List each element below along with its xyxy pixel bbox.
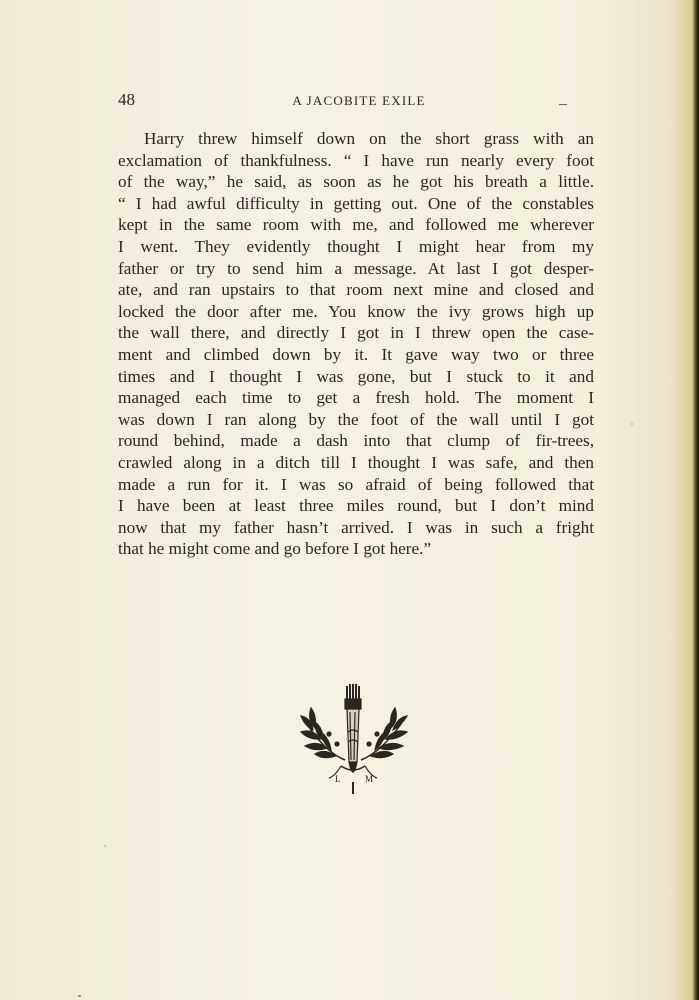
text-line: kept in the same room with me, and followed me wherever [118, 215, 594, 235]
text-line: exclamation of thankfulness. “ I have run nearly every foot [118, 150, 594, 170]
text-line: managed each time to get a fresh hold. The moment I [118, 388, 594, 408]
printer-mark [559, 104, 567, 105]
text-line: round behind, made a dash into that clump of fir-trees, [118, 431, 594, 451]
text-line: times and I thought I was gone, but I stuck to it and [118, 366, 594, 386]
text-line: I went. They evidently thought I might hear from my [118, 236, 594, 256]
body-text [118, 128, 594, 560]
text-line: “ I had awful difficulty in getting out. One of the constables [118, 193, 594, 213]
text-line: father or try to send him a message. At last I got desper- [118, 258, 594, 278]
text-line: of the way,” he said, as soon as he got his breath a little. [118, 172, 594, 192]
text-line: I have been at least three miles round, but I don’t mind [118, 496, 594, 516]
text-line: locked the door after me. You know the ivy grows high up [118, 301, 594, 321]
text-line: made a run for it. I was so afraid of being followed that [118, 474, 594, 494]
page-edge-shadow [693, 0, 699, 1000]
paper-speck [631, 423, 633, 425]
text-line: the wall there, and directly I got in I threw open the case- [118, 323, 594, 343]
torch-wreath-ornament-icon [285, 682, 425, 797]
text-line: was down I ran along by the foot of the wall until I got [118, 409, 594, 429]
monogram-left: L [335, 774, 341, 784]
text-line: ate, and ran upstairs to that room next mine and closed and [118, 280, 594, 300]
text-line: ment and climbed down by it. It gave way two or three [118, 344, 594, 364]
text-line: now that my father hasn’t arrived. I was in such a fright [118, 517, 594, 537]
page-header [118, 90, 600, 114]
paper-speck [78, 995, 81, 997]
monogram-right: M [365, 774, 374, 784]
running-title: A JACOBITE EXILE [292, 93, 426, 108]
text-line: crawled along in a ditch till I thought I was safe, and then [118, 452, 594, 472]
text-line: Harry threw himself down on the short grass with an [144, 129, 594, 148]
page-number: 48 [118, 90, 135, 109]
paper-speck [104, 845, 106, 847]
text-line: that he might come and go before I got here.” [118, 539, 432, 559]
